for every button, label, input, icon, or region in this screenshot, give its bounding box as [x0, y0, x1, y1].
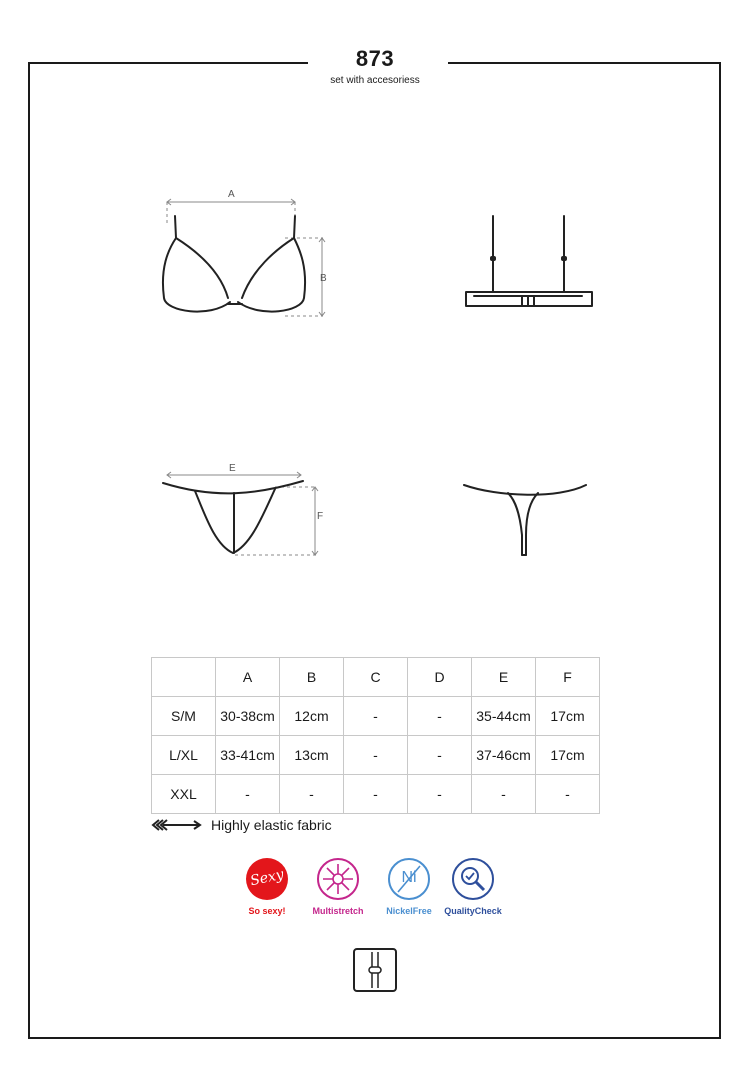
badge-label: QualityCheck	[444, 906, 502, 916]
table-corner-cell	[152, 658, 216, 697]
table-cell: -	[280, 775, 344, 814]
col-header-d: D	[408, 658, 472, 697]
badge-multistretch	[298, 858, 378, 916]
table-cell: 17cm	[536, 697, 600, 736]
table-header-row	[152, 658, 600, 697]
dim-label-f: F	[317, 511, 324, 522]
size-table	[151, 657, 600, 814]
table-cell: -	[216, 775, 280, 814]
badge-label: Multistretch	[312, 906, 364, 916]
bra-back-diagram	[460, 210, 600, 320]
table-cell: 17cm	[536, 736, 600, 775]
col-header-f: F	[536, 658, 600, 697]
table-cell: -	[344, 697, 408, 736]
badge-so-sexy	[227, 858, 307, 916]
table-cell: 30-38cm	[216, 697, 280, 736]
col-header-c: C	[344, 658, 408, 697]
table-cell: -	[408, 697, 472, 736]
thong-front-diagram	[155, 455, 345, 565]
col-header-e: E	[472, 658, 536, 697]
nickelfree-icon	[388, 858, 430, 900]
thong-back-diagram	[458, 475, 598, 565]
table-cell: -	[472, 775, 536, 814]
product-code: 873	[355, 46, 395, 71]
badge-quality-check	[433, 858, 513, 916]
table-cell: -	[408, 736, 472, 775]
sexy-icon-text: Sexy	[248, 866, 286, 890]
badge-label: NickelFree	[386, 906, 432, 916]
bra-front-diagram	[150, 180, 340, 325]
table-cell: -	[344, 736, 408, 775]
table-row	[152, 775, 600, 814]
table-cell: 12cm	[280, 697, 344, 736]
dim-label-e: E	[229, 463, 236, 474]
table-cell: -	[408, 775, 472, 814]
table-row	[152, 736, 600, 775]
sexy-icon	[246, 858, 288, 900]
table-cell: 13cm	[280, 736, 344, 775]
row-size-label: S/M	[152, 697, 216, 736]
table-row	[152, 697, 600, 736]
dim-label-a: A	[228, 189, 235, 200]
badge-label: So sexy!	[248, 906, 286, 916]
row-size-label: XXL	[152, 775, 216, 814]
table-cell: 37-46cm	[472, 736, 536, 775]
qualitycheck-icon	[452, 858, 494, 900]
col-header-b: B	[280, 658, 344, 697]
fabric-note-text: Highly elastic fabric	[211, 817, 332, 833]
table-cell: 35-44cm	[472, 697, 536, 736]
multistretch-icon	[317, 858, 359, 900]
nickelfree-icon-text: Ni	[401, 869, 417, 886]
row-size-label: L/XL	[152, 736, 216, 775]
table-cell: -	[536, 775, 600, 814]
product-subtitle: set with accesoriess	[330, 75, 420, 86]
fabric-note	[151, 816, 332, 834]
stretch-arrow-icon	[151, 818, 203, 832]
hook-closure-icon	[353, 948, 397, 992]
table-cell: 33-41cm	[216, 736, 280, 775]
dim-label-b: B	[320, 273, 327, 284]
table-cell: -	[344, 775, 408, 814]
col-header-a: A	[216, 658, 280, 697]
